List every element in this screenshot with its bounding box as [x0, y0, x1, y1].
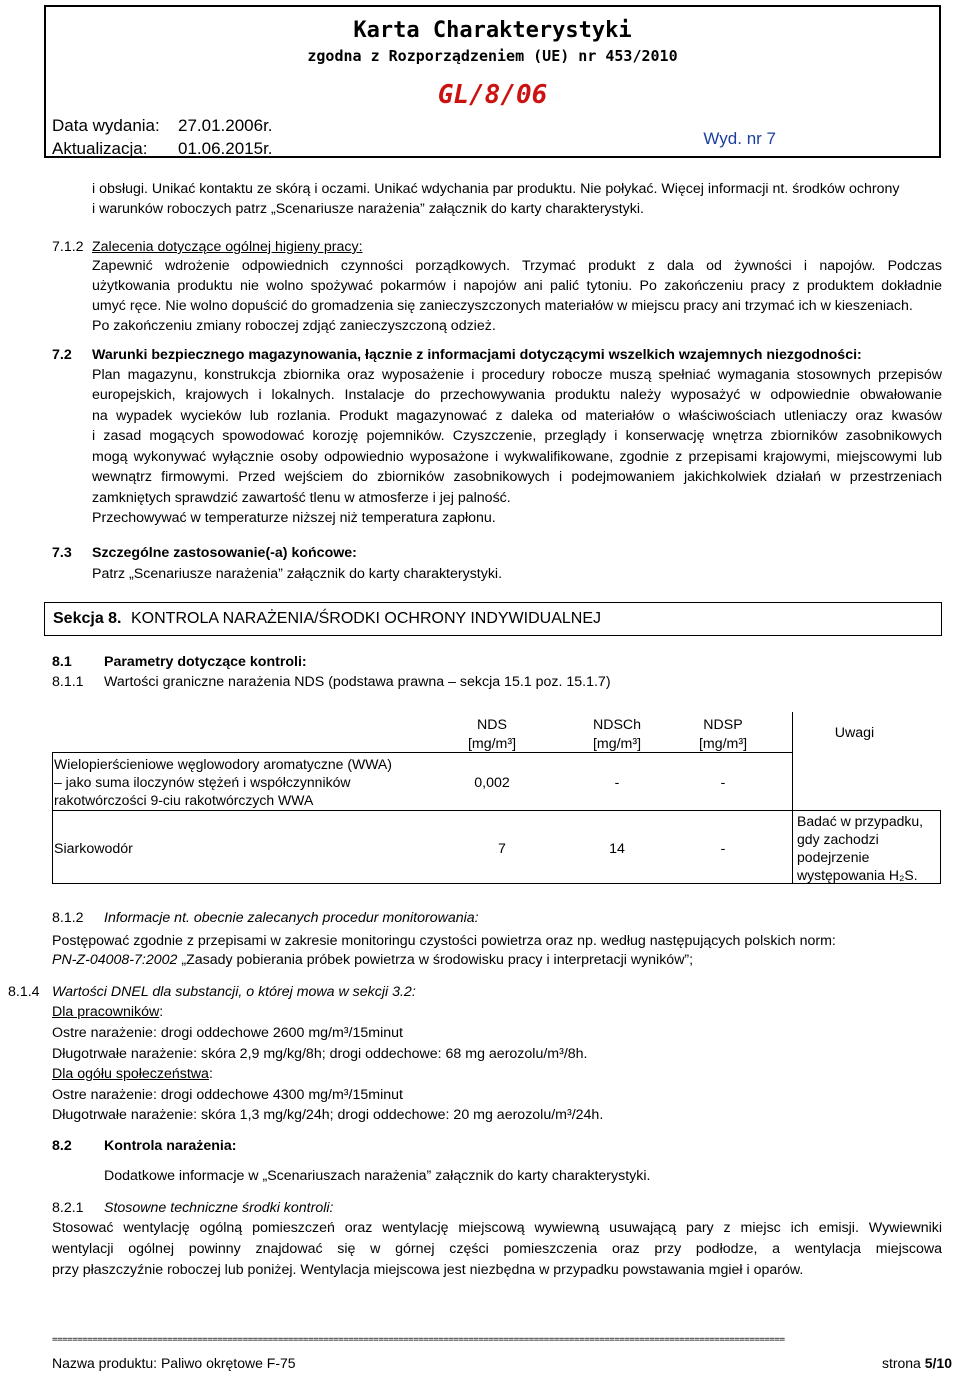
workers-line-2: Długotrwałe narażenie: skóra 2,9 mg/kg/8h; drogi oddechowe: 68 mg aerozolu/m³/8h.	[52, 1046, 588, 1062]
s73-number: 7.3	[52, 545, 72, 561]
table-rule	[792, 712, 793, 884]
s712-line-1: Zapewnić wdrożenie odpowiednich czynności porządkowych. Trzymać produkt z dala od żywności i napojów. Podczas	[92, 258, 942, 274]
s814-title: Wartości DNEL dla substancji, o której mowa w sekcji 3.2:	[52, 984, 416, 1000]
section-8-title: KONTROLA NARAŻENIA/ŚRODKI OCHRONY INDYWIDUALNEJ	[131, 610, 601, 627]
norm-code: PN-Z-04008-7:2002	[52, 952, 178, 968]
s72-title: Warunki bezpiecznego magazynowania, łącznie z informacjami dotyczącymi wszelkich wzajemnych niezgodności:	[92, 347, 862, 363]
nds-table	[52, 712, 942, 884]
table-rule	[52, 810, 940, 811]
issue-date: 27.01.2006r.	[178, 116, 273, 135]
public-label-line: Dla ogółu społeczeństwa:	[52, 1066, 213, 1082]
s712-line-2: użytkowania produktu nie wolno spożywać pokarmów i napojów ani palić tytoniu. Po zakończeniu pracy z produktem dokładnie	[92, 278, 942, 294]
public-label: Dla ogółu społeczeństwa	[52, 1066, 209, 1082]
s812-line-1: Postępować zgodnie z przepisami w zakresie monitoringu czystości powietrza oraz np. według następujących polskich norm:	[52, 933, 836, 949]
wwa-nds: 0,002	[474, 775, 510, 791]
wwa-name-line-3: rakotwórczości 9-ciu rakotwórczych WWA	[54, 792, 314, 808]
footer-product-name: Nazwa produktu: Paliwo okrętowe F-75	[52, 1355, 296, 1371]
page-label: strona	[881, 1355, 921, 1371]
h2s-ndsp: -	[720, 841, 726, 857]
document-header	[44, 5, 941, 158]
update-date-row	[52, 139, 273, 159]
issue-date-row	[52, 116, 273, 136]
wwa-name-line-1: Wielopierścieniowe węglowodory aromatyczne (WWA)	[54, 756, 392, 772]
s73-text: Patrz „Scenariusze narażenia” załącznik do karty charakterystyki.	[92, 566, 503, 582]
workers-label: Dla pracowników	[52, 1004, 160, 1020]
public-line-1: Ostre narażenie: drogi oddechowe 4300 mg/m³/15minut	[52, 1087, 403, 1103]
s82-number: 8.2	[52, 1138, 72, 1154]
section-8-header	[44, 602, 942, 636]
intro-line-1: i obsługi. Unikać kontaktu ze skórą i oczami. Unikać wdychania par produktu. Nie połykać. Więcej informacji nt. środków ochrony	[92, 181, 900, 197]
document-code: GL/8/06	[437, 80, 548, 110]
s821-number: 8.2.1	[52, 1200, 84, 1216]
h2s-uwagi: Badać w przypadku, gdy zachodzi podejrzenie występowania H₂S.	[797, 813, 924, 883]
wwa-ndsp: -	[720, 775, 726, 791]
workers-label-line: Dla pracowników:	[52, 1004, 164, 1020]
table-rule	[52, 752, 53, 884]
s82-title: Kontrola narażenia:	[104, 1138, 237, 1154]
s72-line-8: Przechowywać w temperaturze niższej niż temperatura zapłonu.	[92, 510, 496, 526]
issue-date-label: Data wydania:	[52, 116, 160, 135]
footer-page	[882, 1355, 952, 1371]
s72-line-6: wewnątrz firmowymi. Przed wejściem do zbiorników zasobnikowych i podejmowaniem jakichkolwiek działań w przestrzeniach	[92, 469, 942, 485]
s82-text: Dodatkowe informacje w „Scenariuszach narażenia” załącznik do karty charakterystyki.	[104, 1168, 651, 1184]
footer-separator: ==================================================================================================================================================	[52, 1335, 785, 1345]
s811-number: 8.1.1	[52, 674, 84, 690]
s712-title: Zalecenia dotyczące ogólnej higieny pracy:	[92, 239, 363, 255]
public-line-2: Długotrwałe narażenie: skóra 1,3 mg/kg/24h; drogi oddechowe: 20 mg aerozolu/m³/24h.	[52, 1107, 604, 1123]
s72-line-5: mogą wykonywać wyłącznie osoby odpowiednio wyposażone i wykwalifikowane, zgodnie z przepisami krajowymi, miejscowymi lub	[92, 449, 942, 465]
s72-line-7: zamkniętych sprawdzić zawartość tlenu w atmosferze i jej palność.	[92, 490, 511, 506]
col-header-ndsch: NDSCh [mg/m³]	[592, 717, 642, 752]
intro-line-2: i warunków roboczych patrz „Scenariusze narażenia” załącznik do karty charakterystyki.	[92, 201, 644, 217]
s81-title: Parametry dotyczące kontroli:	[104, 654, 307, 670]
s712-number: 7.1.2	[52, 239, 84, 255]
version-number: Wyd. nr 7	[703, 129, 776, 148]
s812-title: Informacje nt. obecnie zalecanych procedur monitorowania:	[104, 910, 479, 926]
section-8-label: Sekcja 8.	[53, 610, 122, 627]
table-rule	[52, 752, 792, 753]
s72-line-3: na wypadek wycieków lub rozlania. Produkt magazynować z daleka od materiałów o właściwościach utleniaczy oraz kwasów	[92, 408, 942, 424]
s821-line-3: przy płaszczyźnie roboczej lub poniżej. Wentylacja miejscowa jest niezbędna w przypadku powstawania mgieł i oparów.	[52, 1262, 804, 1278]
s72-line-1: Plan magazynu, konstrukcja zbiornika oraz wyposażenie i procedury robocze muszą spełniać wymagania stosownych przepisów	[92, 367, 942, 383]
table-rule	[940, 810, 941, 884]
s81-number: 8.1	[52, 654, 72, 670]
s712-line-3: umyć ręce. Nie wolno dopuścić do gromadzenia się zanieczyszczonych materiałów w miejscu pracy ani trzymać ich w kieszeniach.	[92, 298, 913, 314]
s72-line-2: europejskich, krajowych i lokalnych. Instalacje do przechowywania produktu należy wyposażyć w odpowiednie obwałowanie	[92, 387, 942, 403]
s72-line-4: i zasad mogących spowodować korozję pojemników. Czyszczenie, przeglądy i konserwację wnętrza zbiorników zasobnikowych	[92, 428, 942, 444]
workers-line-1: Ostre narażenie: drogi oddechowe 2600 mg/m³/15minut	[52, 1025, 403, 1041]
page-number: 5/10	[924, 1355, 952, 1371]
s814-number: 8.1.4	[8, 984, 40, 1000]
table-row-wwa	[54, 755, 394, 809]
s811-text: Wartości graniczne narażenia NDS (podstawa prawna – sekcja 15.1 poz. 15.1.7)	[104, 674, 611, 690]
s821-title: Stosowne techniczne środki kontroli:	[104, 1200, 334, 1216]
s821-line-1: Stosować wentylację ogólną pomieszczeń oraz wentylację miejscową wywiewną usuwającą pary z miejsc ich emisji. Wywiewniki	[52, 1220, 942, 1236]
s812-number: 8.1.2	[52, 910, 84, 926]
h2s-name: Siarkowodór	[54, 841, 133, 857]
document-title: Karta Charakterystyki	[353, 18, 632, 43]
col-header-ndsp: NDSP [mg/m³]	[698, 717, 748, 752]
s812-line-2: PN-Z-04008-7:2002 „Zasady pobierania próbek powietrza w środowisku pracy i interpretacji wyników”;	[52, 952, 694, 968]
h2s-nds: 7	[498, 841, 506, 857]
wwa-name-line-2: – jako suma iloczynów stężeń i współczynników	[54, 774, 351, 790]
update-date: 01.06.2015r.	[178, 139, 273, 158]
s72-number: 7.2	[52, 347, 72, 363]
h2s-ndsch: 14	[609, 841, 625, 857]
update-date-label: Aktualizacja:	[52, 139, 148, 158]
s73-title: Szczególne zastosowanie(-a) końcowe:	[92, 545, 357, 561]
col-header-uwagi: Uwagi	[834, 725, 875, 741]
s821-line-2: wentylacji ogólnej powinny znajdować się w górnej części pomieszczenia oraz przy podłodze, a wentylacja miejscowa	[52, 1241, 942, 1257]
col-header-nds: NDS [mg/m³]	[467, 717, 517, 752]
wwa-ndsch: -	[614, 775, 620, 791]
s712-line-4: Po zakończeniu zmiany roboczej zdjąć zanieczyszczoną odzież.	[92, 318, 496, 334]
document-subtitle: zgodna z Rozporządzeniem (UE) nr 453/2010	[307, 47, 678, 65]
